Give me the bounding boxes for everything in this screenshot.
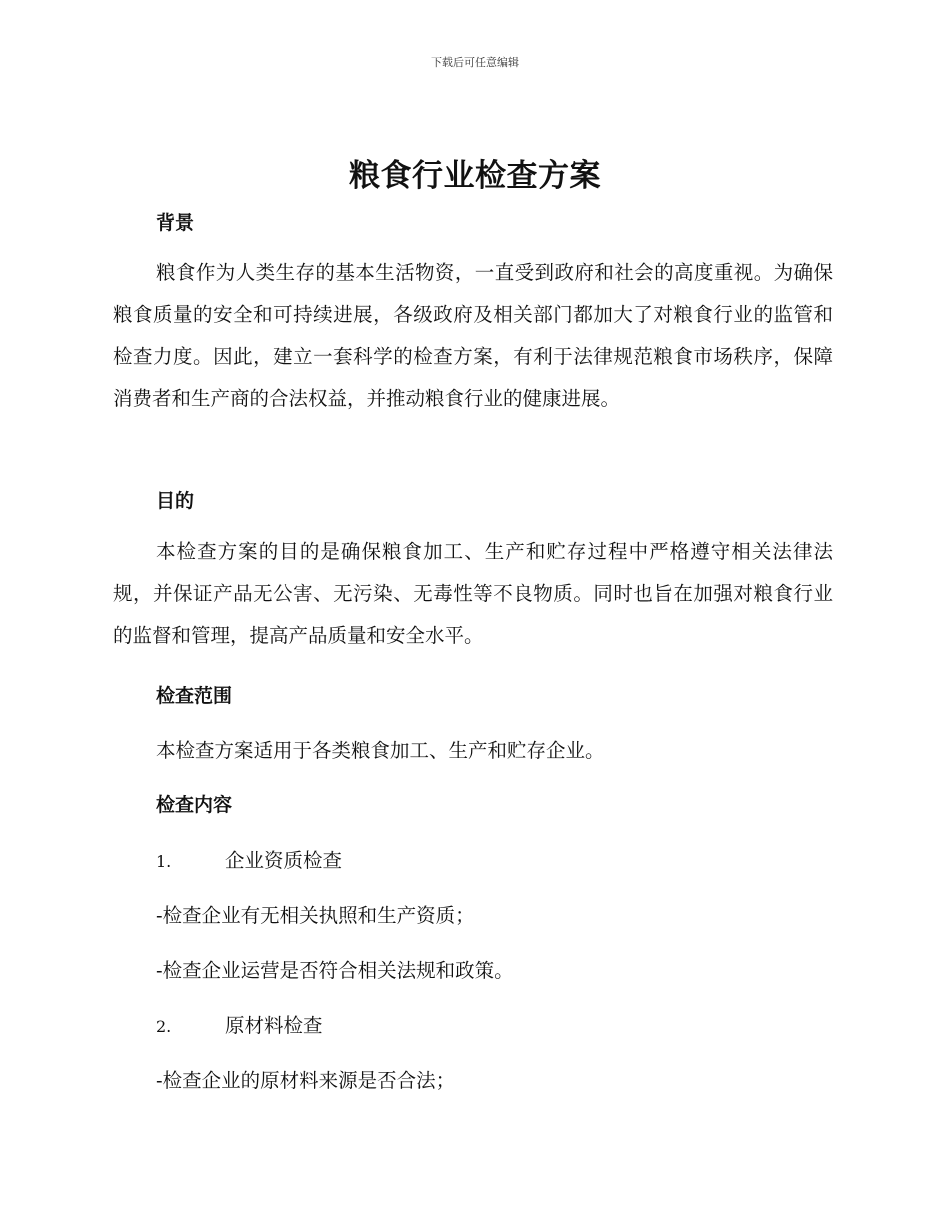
scope-text: 本检查方案适用于各类粮食加工、生产和贮存企业。 (156, 739, 605, 762)
purpose-paragraph: 本检查方案的目的是确保粮食加工、生产和贮存过程中严格遵守相关法律法规，并保证产品无公害、无污染、无毒性等不良物质。同时也旨在加强对粮食行业的监督和管理，提高产品质量和安全水平。 (113, 540, 833, 647)
section-heading-content: 检查内容 (156, 794, 233, 816)
section-heading-purpose: 目的 (156, 490, 195, 512)
item-number: 1. (156, 852, 172, 871)
content-item-1-point-1: -检查企业有无相关执照和生产资质； (156, 904, 475, 927)
content-item-1 (156, 845, 342, 873)
background-paragraph: 粮食作为人类生存的基本生活物资，一直受到政府和社会的高度重视。为确保粮食质量的安全和可持续进展，各级政府及相关部门都加大了对粮食行业的监管和检查力度。因此，建立一套科学的检查方案，有利于法律规范粮食市场秩序，保障消费者和生产商的合法权益，并推动粮食行业的健康进展。 (113, 261, 833, 410)
content-item-2 (156, 1010, 323, 1038)
item-number: 2. (156, 1017, 172, 1036)
item-title: 原材料检查 (225, 1014, 323, 1037)
item-title: 企业资质检查 (225, 849, 343, 872)
section-heading-scope: 检查范围 (156, 685, 233, 707)
page-header: 下载后可任意编辑 (431, 56, 519, 69)
section-heading-background: 背景 (156, 212, 195, 234)
document-title: 粮食行业检查方案 (349, 158, 601, 194)
content-item-1-point-2: -检查企业运营是否符合相关法规和政策。 (156, 959, 514, 982)
content-item-2-point-1: -检查企业的原材料来源是否合法； (156, 1069, 456, 1092)
